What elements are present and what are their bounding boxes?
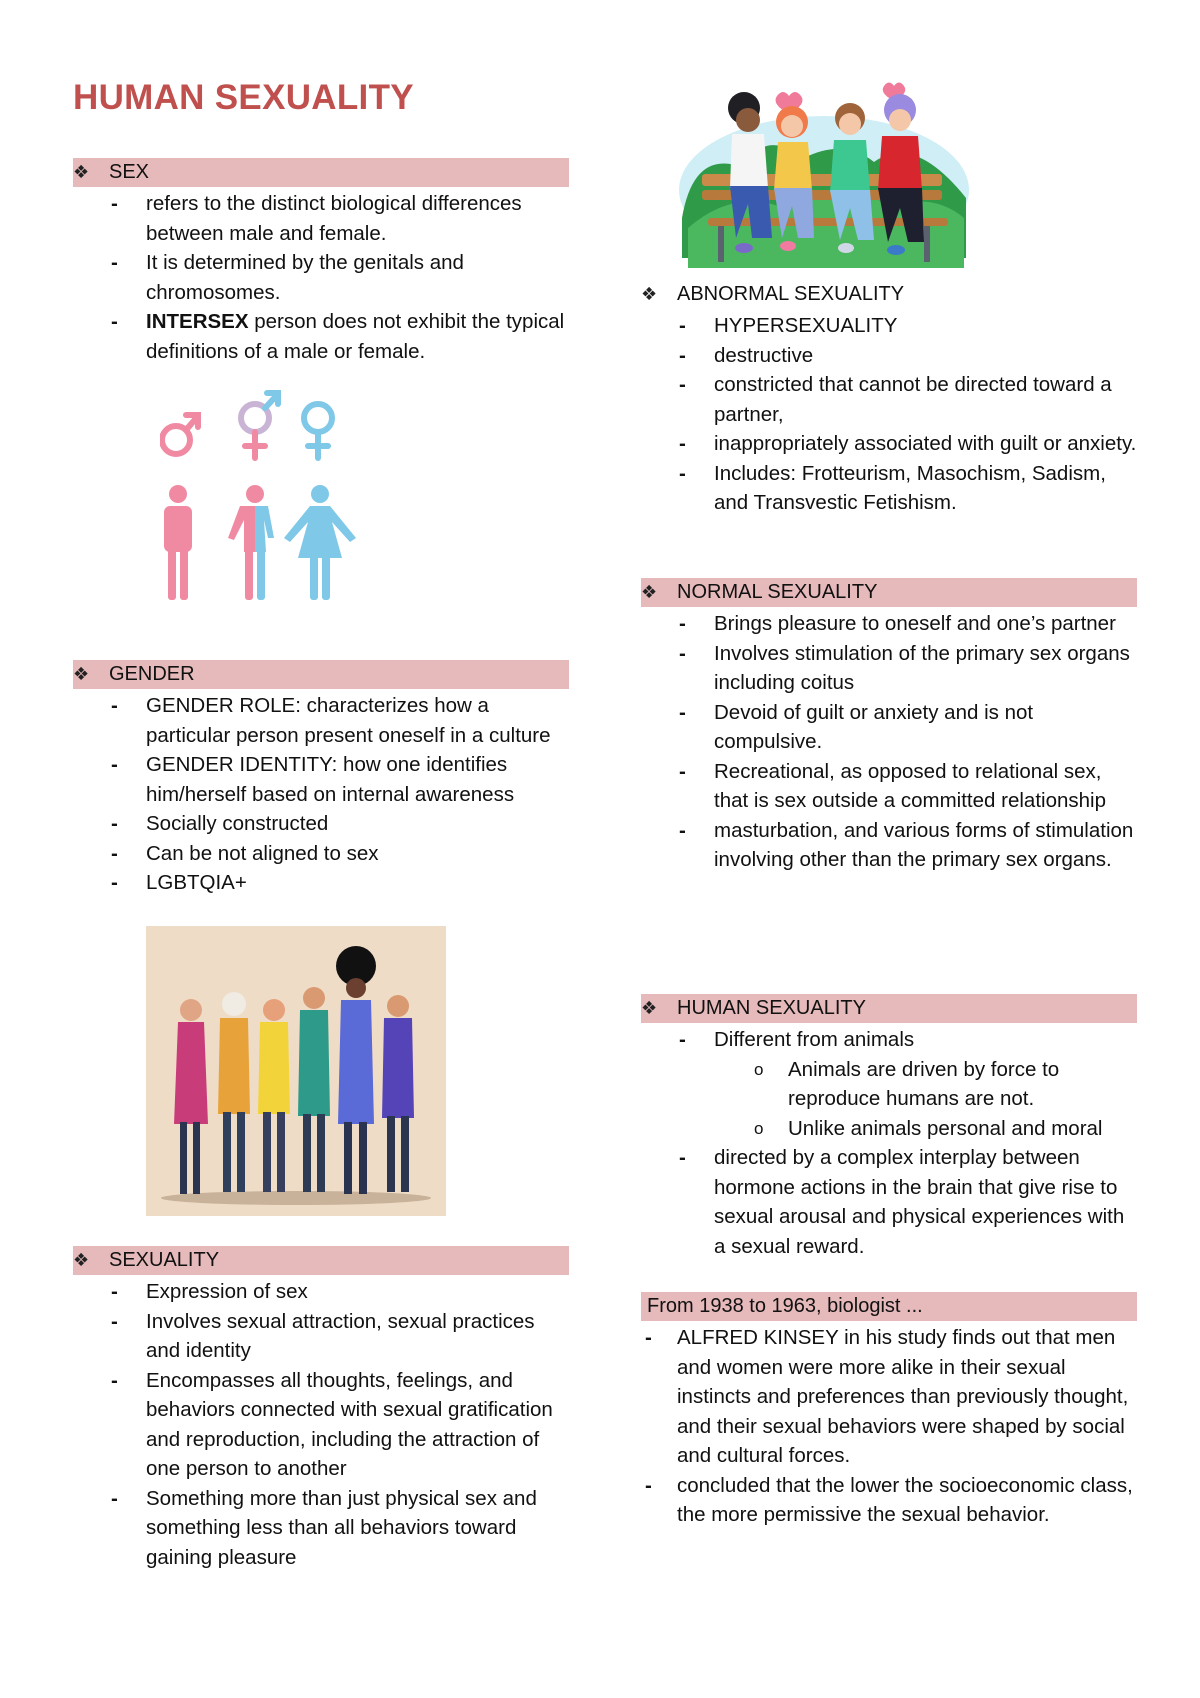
dash-icon: - [679,343,686,367]
dash-icon: - [679,641,686,665]
list-item [641,639,1137,698]
dash-icon: - [679,461,686,485]
diamond-bullet-icon: ❖ [73,162,90,182]
list-item [73,189,569,248]
list-item [641,341,1137,371]
item-text: Brings pleasure to oneself and one’s partner [714,612,1116,635]
section-heading: SEX [109,161,150,183]
section-header-sex [73,158,569,187]
item-text: Involves sexual attraction, sexual practices and identity [146,1309,535,1362]
list-item [641,370,1137,429]
male-symbol-icon [162,415,198,454]
dash-icon: - [111,310,118,333]
diamond-bullet-icon: ❖ [641,582,658,602]
list-item [73,868,569,898]
intersex-term: INTERSEX [146,310,249,333]
dash-icon: - [679,759,686,783]
dash-icon: - [111,1368,118,1392]
item-text: constricted that cannot be directed toward a partner, [714,373,1112,426]
circle-bullet-icon: o [754,1059,764,1079]
list-item [641,1143,1137,1261]
section-header-normal [641,578,1137,607]
list-item [641,698,1137,757]
section-heading: GENDER [109,663,195,685]
item-text: GENDER IDENTITY: how one identifies him/herself based on internal awareness [146,753,515,806]
item-text: directed by a complex interplay between hormone actions in the brain that give rise to sexual arousal and physical experiences with a sexual reward. [714,1146,1125,1258]
dash-icon: - [111,251,118,274]
list-item [641,609,1137,639]
item-text: It is determined by the genitals and chromosomes. [146,251,464,304]
dash-icon: - [679,818,686,842]
section-heading: From 1938 to 1963, biologist ... [647,1295,923,1317]
diverse-people-illustration [146,926,446,1216]
list-item [73,750,569,809]
item-text: Animals are driven by force to reproduce humans are not. [788,1057,1060,1110]
list-item [641,429,1137,459]
item-text: Involves stimulation of the primary sex organs including coitus [714,641,1130,694]
item-text: Expression of sex [146,1280,308,1303]
list-item [73,839,569,869]
dash-icon: - [111,1280,118,1303]
list-item [73,809,569,839]
dash-icon: - [111,753,118,776]
section-header-gender [73,660,569,689]
dash-icon: - [111,694,118,717]
section-sexuality [73,1246,569,1572]
item-text: inappropriately associated with guilt or anxiety. [714,432,1137,455]
list-item [73,307,569,366]
item-text: Something more than just physical sex and something less than all behaviors toward gaining pleasure [146,1486,537,1569]
list-item [641,311,1137,341]
dash-icon: - [679,314,686,337]
dash-icon: - [111,871,118,894]
item-text: Unlike animals personal and moral [788,1116,1103,1140]
dash-icon: - [111,192,118,215]
sub-list [714,1055,1137,1144]
diamond-bullet-icon: ❖ [73,664,90,684]
item-text: masturbation, and various forms of stimulation involving other than the primary sex organs. [714,818,1134,871]
diamond-bullet-icon: ❖ [641,284,658,304]
list-item [641,1025,1137,1143]
dash-icon: - [679,373,686,396]
item-text: person does not exhibit the typical definitions of a male or female. [146,310,565,363]
section-heading: SEXUALITY [109,1249,220,1271]
dash-icon: - [679,612,686,635]
item-text: destructive [714,343,814,367]
item-text: Socially constructed [146,812,329,835]
section-header-human [641,994,1137,1023]
dash-icon: - [679,432,686,455]
section-heading: NORMAL SEXUALITY [677,581,878,603]
section-normal-sexuality [641,578,1137,875]
item-text: GENDER ROLE: characterizes how a particular person present oneself in a culture [146,694,551,747]
item-text: Different from animals [714,1028,915,1051]
list-item [73,1307,569,1366]
gender-symbols-illustration [160,388,360,608]
item-text: HYPERSEXUALITY [714,314,898,337]
section-header-kinsey [641,1292,1137,1321]
list-item [641,757,1137,816]
list-item [641,816,1137,875]
list-item [73,1277,569,1307]
dash-icon: - [645,1473,652,1497]
list-item [73,1366,569,1484]
item-text: concluded that the lower the socioeconomic class, the more permissive the sexual behavior. [677,1473,1133,1526]
transgender-figure-icon [228,485,274,600]
list-item [73,691,569,750]
dash-icon: - [111,841,118,865]
female-figure-icon [284,485,356,600]
diamond-bullet-icon: ❖ [73,1250,90,1270]
section-human-sexuality [641,994,1137,1261]
circle-bullet-icon: o [754,1118,764,1138]
couples-on-bench-illustration [674,78,974,278]
dash-icon: - [679,700,686,724]
diamond-bullet-icon: ❖ [641,998,658,1018]
item-text: refers to the distinct biological differences between male and female. [146,192,522,245]
item-text: Encompasses all thoughts, feelings, and behaviors connected with sexual gratification and reproduction, including the attraction of one person to another [146,1368,553,1480]
list-item [641,1323,1137,1471]
dash-icon: - [111,812,118,835]
section-sex [73,158,569,366]
section-heading: ABNORMAL SEXUALITY [677,283,905,305]
item-text: Can be not aligned to sex [146,841,379,865]
dash-icon: - [111,1486,118,1510]
item-text: Recreational, as opposed to relational sex, that is sex outside a committed relationship [714,759,1106,812]
dash-icon: - [645,1326,652,1349]
page-title: HUMAN SEXUALITY [73,78,414,117]
sub-list-item [714,1114,1137,1144]
dash-icon: - [679,1146,686,1169]
section-gender [73,660,569,898]
item-text: ALFRED KINSEY in his study finds out that men and women were more alike in their sexual instincts and preferences than previously thought, and their sexual behaviors were shaped by social and cultural forces. [677,1326,1129,1467]
male-figure-icon [164,485,192,600]
section-header-sexuality [73,1246,569,1275]
section-header-abnormal [641,280,1137,309]
list-item [641,459,1137,518]
transgender-symbol-icon [241,393,278,458]
section-heading: HUMAN SEXUALITY [677,997,866,1019]
section-abnormal-sexuality [641,280,1137,518]
item-text: Includes: Frotteurism, Masochism, Sadism, and Transvestic Fetishism. [714,461,1106,514]
sub-list-item [714,1055,1137,1114]
list-item [73,1484,569,1573]
item-text: LGBTQIA+ [146,871,247,894]
female-symbol-icon [304,404,332,458]
dash-icon: - [111,1309,118,1333]
list-item [641,1471,1137,1530]
list-item [73,248,569,307]
dash-icon: - [679,1028,686,1051]
item-text: Devoid of guilt or anxiety and is not compulsive. [714,700,1034,753]
section-kinsey [641,1292,1137,1530]
